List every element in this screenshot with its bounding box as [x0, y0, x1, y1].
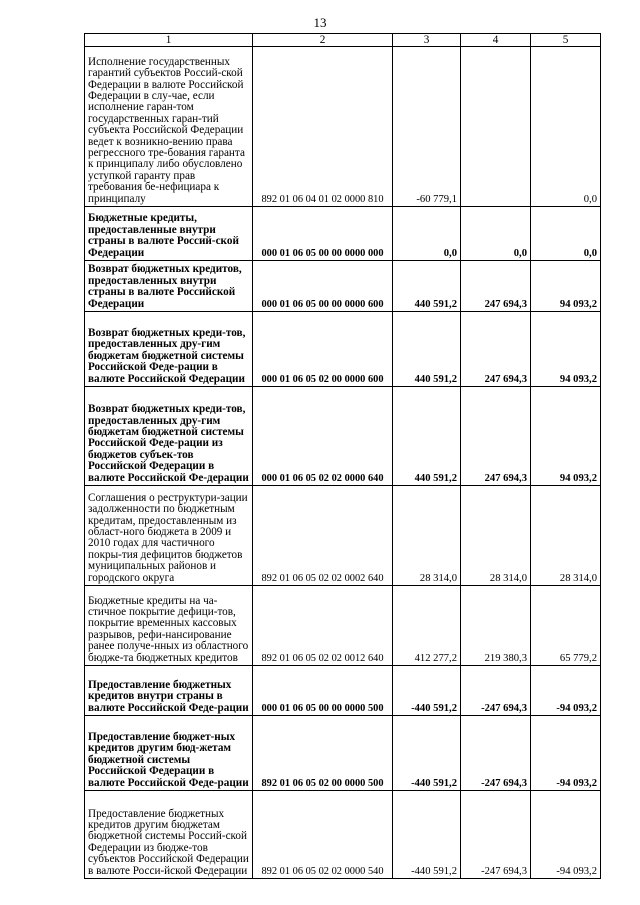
- row-value-col3: -440 591,2: [393, 666, 461, 716]
- column-header-2: 2: [253, 34, 393, 47]
- row-value-col5: 94 093,2: [531, 312, 601, 387]
- row-value-col4: -247 694,3: [461, 666, 531, 716]
- row-code: 000 01 06 05 02 02 0000 640: [253, 387, 393, 486]
- table-row: [85, 312, 601, 387]
- row-name: Предоставление бюджетных кредитов внутри страны в валюте Российской Феде-рации: [85, 666, 253, 716]
- row-value-col4: 219 380,3: [461, 586, 531, 666]
- row-code: 000 01 06 05 00 00 0000 500: [253, 666, 393, 716]
- row-value-col5: -94 093,2: [531, 791, 601, 879]
- row-name: Предоставление бюджетных кредитов другим бюджетам бюджетной системы Россий-ской Федерации из бюдже-тов субъектов Российской Федерации в валюте Росси-йской Федерации: [85, 791, 253, 879]
- row-value-col4: 0,0: [461, 207, 531, 261]
- row-value-col3: -60 779,1: [393, 47, 461, 207]
- row-value-col4: 28 314,0: [461, 486, 531, 586]
- row-code: 000 01 06 05 00 00 0000 600: [253, 261, 393, 312]
- row-code: 892 01 06 05 02 02 0012 640: [253, 586, 393, 666]
- column-header-3: 3: [393, 34, 461, 47]
- row-code: 892 01 06 05 02 02 0002 640: [253, 486, 393, 586]
- row-value-col5: -94 093,2: [531, 666, 601, 716]
- row-value-col5: 0,0: [531, 207, 601, 261]
- row-value-col4: -247 694,3: [461, 716, 531, 791]
- page-number: 13: [313, 15, 327, 30]
- table-row: [85, 207, 601, 261]
- row-value-col5: 94 093,2: [531, 261, 601, 312]
- row-value-col5: 28 314,0: [531, 486, 601, 586]
- budget-sources-table: [84, 33, 601, 879]
- row-value-col3: 440 591,2: [393, 312, 461, 387]
- row-value-col3: -440 591,2: [393, 791, 461, 879]
- row-value-col3: -440 591,2: [393, 716, 461, 791]
- row-value-col4: 247 694,3: [461, 312, 531, 387]
- row-name: Предоставление бюджет-ных кредитов другим бюд-жетам бюджетной системы Российской Федерации в валюте Российской Феде-рации: [85, 716, 253, 791]
- row-value-col3: 28 314,0: [393, 486, 461, 586]
- row-value-col4: 247 694,3: [461, 387, 531, 486]
- column-header-5: 5: [531, 34, 601, 47]
- row-value-col4: -247 694,3: [461, 791, 531, 879]
- row-code: 892 01 06 05 02 02 0000 540: [253, 791, 393, 879]
- column-header-1: 1: [85, 34, 253, 47]
- row-name: Бюджетные кредиты, предоставленные внутри страны в валюте Россий-ской Федерации: [85, 207, 253, 261]
- row-value-col5: 65 779,2: [531, 586, 601, 666]
- row-value-col4: 247 694,3: [461, 261, 531, 312]
- row-name: Возврат бюджетных креди-тов, предоставленных дру-гим бюджетам бюджетной системы Российской Феде-рации в валюте Российской Федерации: [85, 312, 253, 387]
- row-code: 892 01 06 05 02 00 0000 500: [253, 716, 393, 791]
- row-value-col3: 412 277,2: [393, 586, 461, 666]
- row-code: 892 01 06 04 01 02 0000 810: [253, 47, 393, 207]
- table-row: [85, 666, 601, 716]
- table-row: [85, 47, 601, 207]
- row-name: Соглашения о реструктури-зации задолженности по бюджетным кредитам, предоставленным из област-ного бюджета в 2009 и 2010 годах для частичного покры-тия дефицитов бюджетов муниципальных районов и городского округа: [85, 486, 253, 586]
- row-value-col5: 94 093,2: [531, 387, 601, 486]
- row-name: Возврат бюджетных креди-тов, предоставленных дру-гим бюджетам бюджетной системы Российской Феде-рации из бюджетов субъек-тов Российской Федерации в валюте Российской Фе-дерации: [85, 387, 253, 486]
- row-value-col3: 440 591,2: [393, 387, 461, 486]
- column-header-4: 4: [461, 34, 531, 47]
- row-name: Бюджетные кредиты на ча-стичное покрытие дефици-тов, покрытие временных кассовых разрывов, рефи-нансирование ранее получе-нных из областного бюдже-та бюджетных кредитов: [85, 586, 253, 666]
- row-value-col3: 0,0: [393, 207, 461, 261]
- table-row: [85, 791, 601, 879]
- row-name: Возврат бюджетных кредитов, предоставленных внутри страны в валюте Российской Федерации: [85, 261, 253, 312]
- row-value-col5: -94 093,2: [531, 716, 601, 791]
- row-name: Исполнение государственных гарантий субъектов Россий-ской Федерации в валюте Российской Федерации в слу-чае, если исполнение гаран-том государственных гаран-тий субъекта Российской Федерации ведет к возникно-вению права регрессного тре-бования гаранта к принципалу либо обусловлено уступкой гаранту прав требования бе-нефициара к принципалу: [85, 47, 253, 207]
- table-row: [85, 486, 601, 586]
- table-row: [85, 586, 601, 666]
- row-value-col3: 440 591,2: [393, 261, 461, 312]
- row-code: 000 01 06 05 02 00 0000 600: [253, 312, 393, 387]
- table-row: [85, 716, 601, 791]
- row-value-col4: [461, 47, 531, 207]
- row-value-col5: 0,0: [531, 47, 601, 207]
- table-row: [85, 387, 601, 486]
- row-code: 000 01 06 05 00 00 0000 000: [253, 207, 393, 261]
- table-row: [85, 261, 601, 312]
- column-number-header-row: [85, 34, 601, 47]
